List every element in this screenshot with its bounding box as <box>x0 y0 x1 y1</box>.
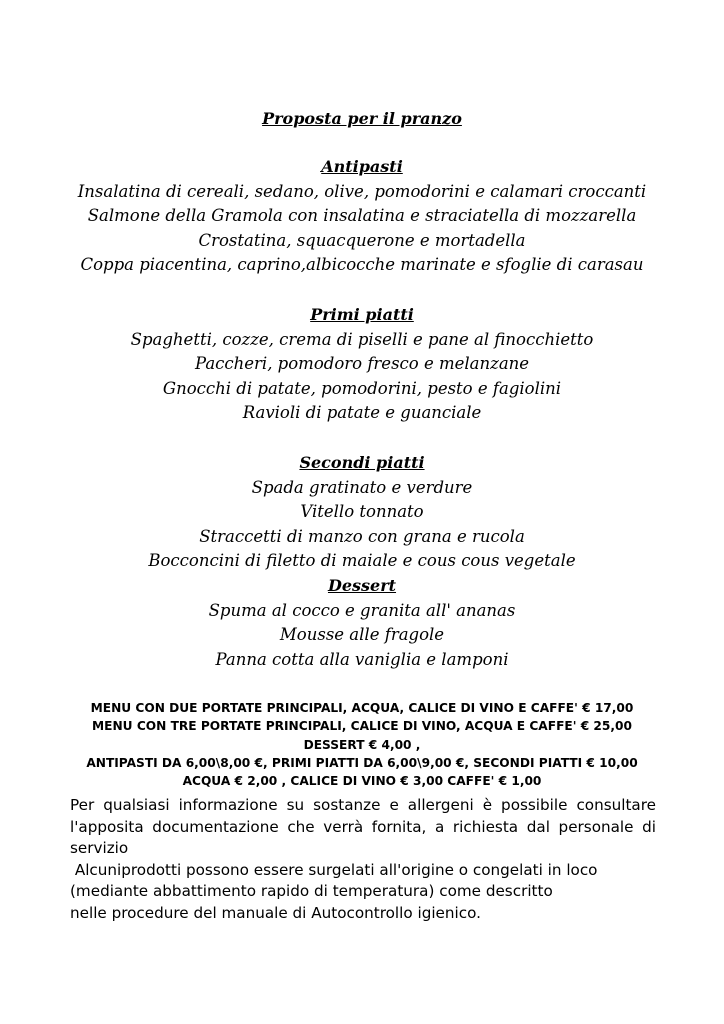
section-antipasti <box>0 155 724 278</box>
menu <box>0 108 724 672</box>
section-title: Primi piatti <box>310 304 414 324</box>
menu-title: Proposta per il pranzo <box>262 109 462 128</box>
menu-item: Bocconcini di filetto di maiale e cous cous vegetale <box>148 551 576 571</box>
menu-item: Paccheri, pomodoro fresco e melanzane <box>194 354 530 374</box>
allergen-note: Per qualsiasi informazione su sostanze e allergeni è possibile consultare l'apposita documentazione che verrà fornita, a richiesta dal personale di servizio <box>70 796 656 857</box>
price-list <box>0 699 724 790</box>
menu-item: Spada gratinato e verdure <box>251 477 473 497</box>
menu-item: Crostatina, squacquerone e mortadella <box>198 230 526 250</box>
menu-item: Gnocchi di patate, pomodorini, pesto e fagiolini <box>162 378 562 398</box>
notes <box>70 795 656 924</box>
menu-item: Insalatina di cereali, sedano, olive, pomodorini e calamari croccanti <box>77 181 647 201</box>
price-line: DESSERT € 4,00 , <box>303 737 421 752</box>
frozen-note-line: Alcuniprodotti possono essere surgelati all'origine o congelati in loco <box>70 860 598 879</box>
menu-item: Vitello tonnato <box>300 502 424 522</box>
frozen-note-line: nelle procedure del manuale di Autocontrollo igienico. <box>70 903 481 922</box>
menu-item: Straccetti di manzo con grana e rucola <box>199 526 525 546</box>
menu-item: Coppa piacentina, caprino,albicocche marinate e sfoglie di carasau <box>80 255 644 275</box>
section-dessert <box>0 574 724 672</box>
menu-item: Salmone della Gramola con insalatina e straciatella di mozzarella <box>87 206 637 226</box>
price-line: MENU CON DUE PORTATE PRINCIPALI, ACQUA, CALICE DI VINO E CAFFE' € 17,00 <box>90 701 634 715</box>
section-title: Secondi piatti <box>299 452 425 472</box>
frozen-note-line: (mediante abbattimento rapido di temperatura) come descritto <box>70 882 553 900</box>
price-line: MENU CON TRE PORTATE PRINCIPALI, CALICE DI VINO, ACQUA E CAFFE' € 25,00 <box>92 719 632 734</box>
menu-item: Spuma al cocco e granita all' ananas <box>208 600 516 620</box>
menu-item: Spaghetti, cozze, crema di piselli e pane al finocchietto <box>130 329 594 349</box>
price-line: ACQUA € 2,00 , CALICE DI VINO € 3,00 CAFFE' € 1,00 <box>182 774 542 789</box>
menu-item: Ravioli di patate e guanciale <box>242 403 482 423</box>
section-primi-piatti <box>0 303 724 426</box>
price-line: ANTIPASTI DA 6,00\8,00 €, PRIMI PIATTI DA 6,00\9,00 €, SECONDI PIATTI € 10,00 <box>86 755 638 770</box>
menu-item: Mousse alle fragole <box>279 625 445 645</box>
section-secondi-piatti <box>0 451 724 574</box>
menu-item: Panna cotta alla vaniglia e lamponi <box>215 649 509 669</box>
section-title: Dessert <box>327 575 397 595</box>
section-title: Antipasti <box>321 157 403 176</box>
